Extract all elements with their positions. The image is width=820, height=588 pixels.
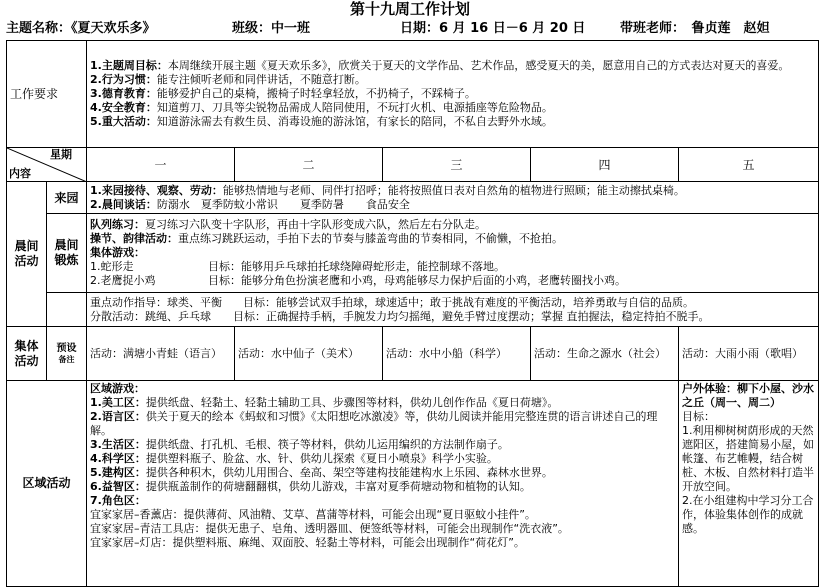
requirement-item: 2.行为习惯：能专注倾听老师和同伴讲话，不随意打断。 xyxy=(90,73,366,86)
work-plan-table xyxy=(6,40,819,587)
arrival-label: 来园 xyxy=(47,182,87,214)
collective-activity-label: 集体活动 xyxy=(7,327,47,381)
requirements-label: 工作要求 xyxy=(7,41,87,148)
morning-activity-label: 晨间活动 xyxy=(7,182,47,327)
requirement-item: 3.德育教育：能够爱护自己的桌椅，搬椅子时轻拿轻放，不扔椅子，不踩椅子。 xyxy=(90,87,476,100)
content-header-label: 内容 xyxy=(9,167,31,180)
arrival-content: 1.来园接待、观察、劳动：能够热情地与老师、同伴打招呼；能将按照值日表对自然角的植物进行照顾；能主动擦拭桌椅。 2.晨间谈话：防溺水 夏季防蚊小常识 夏季防暑 食品安全 xyxy=(87,182,819,214)
preset-notes-label: 预设 备注 xyxy=(47,327,87,381)
requirement-item: 4.安全教育：知道剪刀、刀具等尖锐物品需成人陪同使用，不玩打火机、电源插座等危险物品。 xyxy=(90,101,553,114)
collective-thursday: 活动：生命之源水（社会） xyxy=(531,327,679,381)
day-friday: 五 xyxy=(679,148,819,182)
day-thursday: 四 xyxy=(531,148,679,182)
focus-content: 重点动作指导：球类、平衡 目标：能够尝试双手拍球，球速适中；敢于挑战有难度的平衡活动，培养勇敢与自信的品质。 分散活动：跳绳、乒乓球 目标：正确握持手柄，手腕发力均匀摇绳，避免手臂过度摆动；掌握 直拍握法，稳定持拍不脱手。 xyxy=(87,293,819,327)
outdoor-experience-content: 户外体验：柳下小屋、沙水之丘（周一、周二） 目标： 1.利用柳树树荫形成的天然遮阳区，搭建简易小屋，如帐篷、布艺帷幔，结合树桩、木板、自然材料打造半开放空间。 2.在小组建构中学习分工合作，体验集体创作的成就感。 xyxy=(679,381,819,587)
day-tuesday: 二 xyxy=(235,148,383,182)
date-range: 日期：6 月 16 日－6 月 20 日 xyxy=(400,21,586,36)
requirement-item: 5.重大活动：知道游泳需去有救生员、消毒设施的游泳馆，有家长的陪同，不私自去野外水域。 xyxy=(90,115,553,128)
requirements-content xyxy=(87,41,819,148)
collective-wednesday: 活动：水中小船（科学） xyxy=(383,327,531,381)
teachers: 带班老师： 鲁贞莲 赵妲 xyxy=(620,21,770,36)
morning-exercise-label: 晨间锻炼 xyxy=(47,214,87,293)
requirement-item: 1.主题周目标：本周继续开展主题《夏天欢乐多》，欣赏关于夏天的文学作品、艺术作品，感受夏天的美，愿意用自己的方式表达对夏天的喜爱。 xyxy=(90,59,790,72)
exercise-content: 队列练习：夏习练习六队变十字队形，再由十字队形变成六队，然后左右分队走。 操节、韵律活动：重点练习跳跃运动，手拍下去的节奏与膝盖弯曲的节奏相同，不偷懒，不抢拍。 集体游戏： 1.蛇形走 目标：能够用乒乓球拍托球绕障碍蛇形走，能控制球不落地。 2.老鹰捉小鸡 目标：能够分角色扮演老鹰和小鸡，母鸡能够尽力保护后面的小鸡，老鹰转圈找小鸡。 xyxy=(87,214,819,293)
theme-name: 主题名称：《夏天欢乐多》 xyxy=(6,21,156,36)
page-title: 第十九周工作计划 xyxy=(349,0,470,18)
day-wednesday: 三 xyxy=(383,148,531,182)
plan-info-bar xyxy=(0,19,820,39)
collective-monday: 活动：满塘小青蛙（语言） xyxy=(87,327,235,381)
area-activity-label: 区域活动 xyxy=(7,381,87,587)
exercise-label-spacer xyxy=(47,293,87,327)
class-name: 班级：中一班 xyxy=(232,21,311,36)
collective-tuesday: 活动：水中仙子（美术） xyxy=(235,327,383,381)
day-monday: 一 xyxy=(87,148,235,182)
week-content-corner xyxy=(7,148,87,182)
collective-friday: 活动：大雨小雨（歌唱） xyxy=(679,327,819,381)
area-games-content: 区域游戏： 1.美工区：提供纸盘、轻黏土、轻黏土辅助工具、步骤图等材料，供幼儿创作作品《夏日荷塘》。 2.语言区：供关于夏天的绘本《蚂蚁和习惯》《太阳想吃冰激凌》等，供幼儿阅读并能用完整连贯的语言讲述自己的理解。 3.生活区：提供纸盘、打孔机、毛根、筷子等材料，供幼儿运用编织的方法制作扇子。 4.科学区：提供塑料瓶子、脸盆、水、针、供幼儿探索《夏日小喷泉》科学小实验。 5.建构区：提供各种积木，供幼儿用围合、垒高、架空等建构技能建构水上乐园、森林水世界。 6.益智区：提供瓶盖制作的荷塘翻翻棋，供幼儿游戏，丰富对夏季荷塘动物和植物的认知。 7.角色区： 宜家家居–香薰店：提供薄荷、风油精、艾草、菖蒲等材料，可能会出现“夏日驱蚊小挂件”。 宜家家居–青洁工具店：提供无患子、皂角、透明器皿、便签纸等材料，可能会出现制作“洗衣液”。 宜家家居–灯店：提供塑料瓶、麻绳、双面胶、轻黏土等材料，可能会出现制作“荷花灯”。 xyxy=(87,381,679,587)
weekday-header-label: 星期 xyxy=(50,148,73,161)
